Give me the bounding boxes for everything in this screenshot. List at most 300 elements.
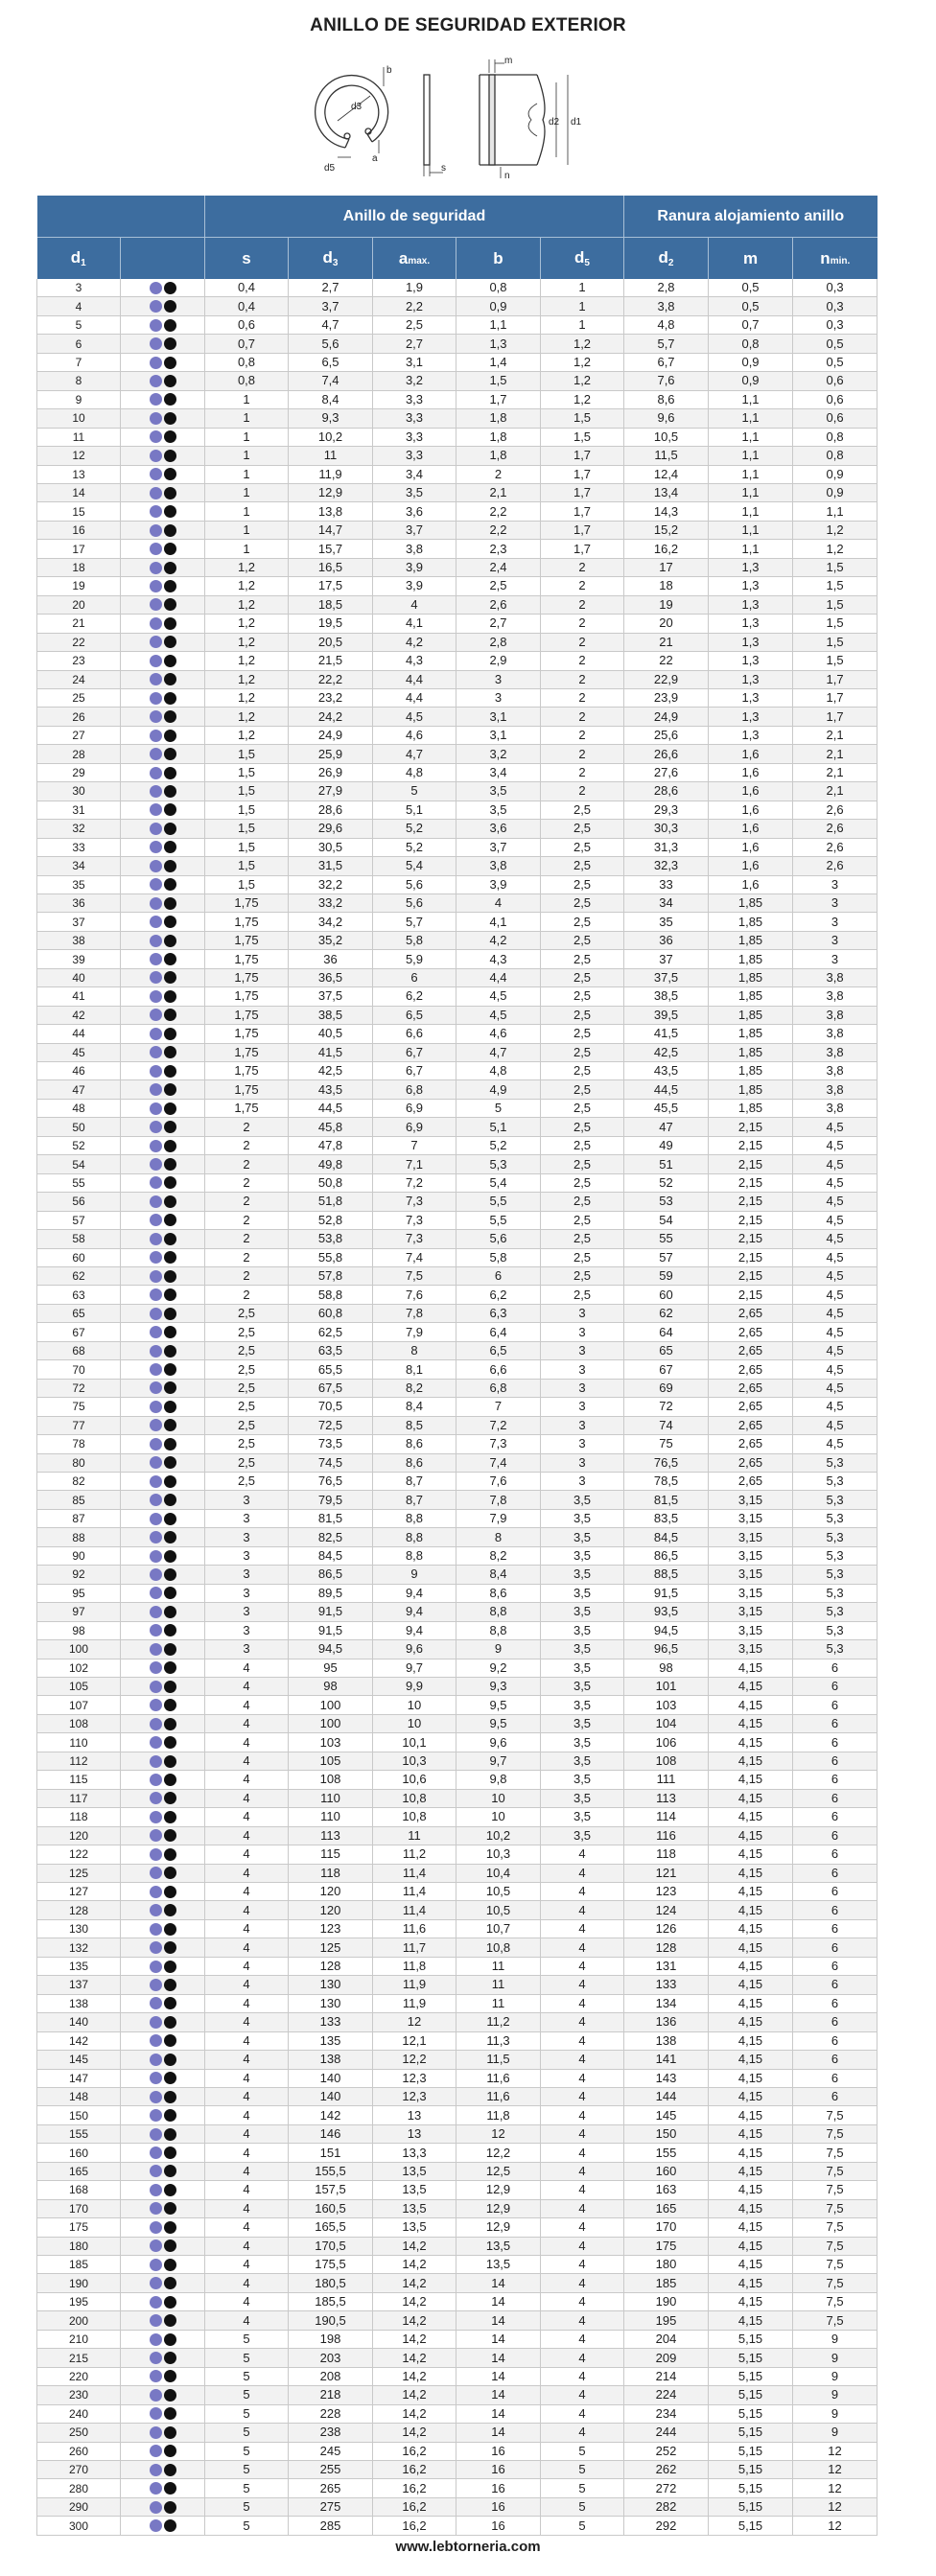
table-cell: 3,8: [624, 297, 709, 315]
table-cell: 21: [37, 615, 121, 633]
table-cell: 53: [624, 1193, 709, 1211]
table-cell: 4: [205, 2237, 289, 2255]
table-cell: 4,5: [793, 1360, 878, 1379]
black-circle-icon: [164, 2165, 176, 2177]
table-cell: 49: [624, 1136, 709, 1154]
table-cell: 58: [37, 1230, 121, 1248]
table-cell: 3,15: [709, 1546, 793, 1565]
table-cell: 4: [541, 2424, 624, 2442]
table-cell: 30: [37, 782, 121, 801]
table-cell: 6: [793, 2069, 878, 2087]
table-cell: 4: [541, 2367, 624, 2385]
table-cell: 7: [37, 353, 121, 371]
black-circle-icon: [164, 1886, 176, 1898]
table-cell: 97: [37, 1603, 121, 1621]
blue-circle-icon: [150, 2464, 162, 2476]
blue-circle-icon: [150, 1456, 162, 1469]
table-cell: 1,5: [793, 652, 878, 670]
table-cell: 5: [205, 2461, 289, 2479]
table-cell: 19: [37, 577, 121, 595]
table-cell: 83,5: [624, 1509, 709, 1527]
table-cell: 7,5: [793, 2106, 878, 2124]
table-cell: 3: [456, 688, 541, 707]
table-cell: 4,15: [709, 2106, 793, 2124]
table-cell: 1,3: [709, 688, 793, 707]
table-cell: 2,8: [624, 279, 709, 297]
table-cell: 4,15: [709, 2162, 793, 2180]
table-cell: 2,15: [709, 1136, 793, 1154]
table-cell: 11,6: [456, 2087, 541, 2105]
table-cell: 5,15: [709, 2367, 793, 2385]
table-row: [37, 1473, 878, 1491]
table-cell: 6: [793, 1771, 878, 1789]
table-cell: 11,8: [456, 2106, 541, 2124]
table-cell: 36,5: [289, 968, 373, 986]
table-cell: 14: [456, 2311, 541, 2330]
table-cell: 118: [289, 1864, 373, 1882]
table-cell: 9,7: [456, 1752, 541, 1770]
table-cell: 6: [793, 2031, 878, 2050]
black-circle-icon: [164, 2389, 176, 2402]
black-circle-icon: [164, 1829, 176, 1842]
table-cell: 13: [373, 2124, 456, 2143]
table-cell: 57: [624, 1248, 709, 1266]
material-icons: [121, 950, 205, 968]
table-cell: 0,8: [205, 353, 289, 371]
table-cell: 2: [541, 652, 624, 670]
table-cell: 3,15: [709, 1603, 793, 1621]
table-cell: 2,6: [793, 838, 878, 856]
table-cell: 4: [541, 1919, 624, 1938]
table-cell: 27,9: [289, 782, 373, 801]
table-cell: 2,5: [541, 838, 624, 856]
material-icons: [121, 1230, 205, 1248]
table-cell: 4,15: [709, 1714, 793, 1732]
blue-circle-icon: [150, 617, 162, 630]
material-icons: [121, 2051, 205, 2069]
table-cell: 7,5: [793, 2237, 878, 2255]
table-cell: 128: [37, 1901, 121, 1919]
table-cell: 2,6: [793, 857, 878, 875]
table-cell: 13,5: [373, 2162, 456, 2180]
table-cell: 5,8: [373, 931, 456, 949]
table-cell: 3: [541, 1473, 624, 1491]
table-cell: 4,15: [709, 2199, 793, 2217]
black-circle-icon: [164, 617, 176, 630]
table-cell: 1,75: [205, 931, 289, 949]
blue-circle-icon: [150, 1941, 162, 1954]
table-cell: 9: [793, 2349, 878, 2367]
table-cell: 3: [205, 1566, 289, 1584]
table-cell: 1,6: [709, 745, 793, 763]
material-icons: [121, 2497, 205, 2516]
table-cell: 10: [373, 1714, 456, 1732]
black-circle-icon: [164, 935, 176, 947]
table-cell: 133: [289, 2013, 373, 2031]
table-cell: 6,5: [289, 353, 373, 371]
black-circle-icon: [164, 1941, 176, 1954]
table-cell: 140: [37, 2013, 121, 2031]
black-circle-icon: [164, 412, 176, 425]
table-cell: 190: [624, 2292, 709, 2310]
table-cell: 8,6: [456, 1584, 541, 1602]
table-row: [37, 633, 878, 651]
table-cell: 4: [456, 893, 541, 912]
table-row: [37, 483, 878, 501]
table-cell: 34: [624, 893, 709, 912]
table-cell: 16,2: [373, 2442, 456, 2460]
table-cell: 155: [624, 2144, 709, 2162]
group-header-blank: [37, 196, 205, 238]
table-cell: 124: [624, 1901, 709, 1919]
table-cell: 4: [541, 2199, 624, 2217]
table-row: [37, 2461, 878, 2479]
material-icons: [121, 2517, 205, 2535]
table-cell: 94,5: [624, 1621, 709, 1639]
table-cell: 76,5: [289, 1473, 373, 1491]
table-cell: 2,5: [541, 1211, 624, 1229]
table-cell: 2,5: [541, 875, 624, 893]
table-cell: 1: [541, 297, 624, 315]
table-cell: 1,2: [541, 390, 624, 408]
table-cell: 1,5: [793, 577, 878, 595]
table-row: [37, 297, 878, 315]
black-circle-icon: [164, 1401, 176, 1413]
table-cell: 4: [541, 2087, 624, 2105]
black-circle-icon: [164, 655, 176, 667]
label-s: s: [441, 163, 446, 174]
table-cell: 27,6: [624, 763, 709, 781]
table-cell: 1,8: [456, 428, 541, 446]
table-row: [37, 1080, 878, 1099]
black-circle-icon: [164, 1568, 176, 1581]
table-row: [37, 1584, 878, 1602]
blue-circle-icon: [150, 2221, 162, 2234]
table-cell: 1,5: [456, 372, 541, 390]
black-circle-icon: [164, 636, 176, 648]
table-cell: 2,5: [541, 1248, 624, 1266]
table-cell: 1,7: [541, 540, 624, 558]
table-cell: 1,9: [373, 279, 456, 297]
table-cell: 1,2: [541, 372, 624, 390]
table-cell: 8,7: [373, 1491, 456, 1509]
black-circle-icon: [164, 1587, 176, 1599]
table-cell: 0,5: [793, 353, 878, 371]
material-icons: [121, 1211, 205, 1229]
table-row: [37, 857, 878, 875]
black-circle-icon: [164, 1923, 176, 1936]
blue-circle-icon: [150, 1475, 162, 1488]
table-cell: 12: [793, 2461, 878, 2479]
material-icons: [121, 2461, 205, 2479]
table-cell: 2,5: [205, 1304, 289, 1322]
table-cell: 175: [37, 2218, 121, 2237]
table-cell: 2: [541, 670, 624, 688]
table-cell: 250: [37, 2424, 121, 2442]
table-row: [37, 615, 878, 633]
black-circle-icon: [164, 505, 176, 518]
table-cell: 1,85: [709, 893, 793, 912]
table-cell: 4: [541, 2274, 624, 2292]
blue-circle-icon: [150, 2389, 162, 2402]
table-cell: 16,2: [373, 2461, 456, 2479]
table-cell: 96,5: [624, 1640, 709, 1659]
table-cell: 1,2: [205, 708, 289, 726]
table-cell: 0,7: [205, 335, 289, 353]
material-icons: [121, 1416, 205, 1434]
blue-circle-icon: [150, 1643, 162, 1656]
blue-circle-icon: [150, 1214, 162, 1226]
table-cell: 5,15: [709, 2497, 793, 2516]
material-icons: [121, 1006, 205, 1024]
table-cell: 4: [205, 2199, 289, 2217]
table-cell: 5: [205, 2442, 289, 2460]
table-cell: 120: [289, 1901, 373, 1919]
table-cell: 2: [541, 763, 624, 781]
black-circle-icon: [164, 2128, 176, 2141]
black-circle-icon: [164, 1083, 176, 1096]
table-cell: 5,3: [793, 1640, 878, 1659]
table-cell: 4,15: [709, 2181, 793, 2199]
table-cell: 11: [456, 1976, 541, 1994]
table-cell: 3,8: [793, 1062, 878, 1080]
table-cell: 7: [456, 1398, 541, 1416]
table-row: [37, 1155, 878, 1173]
table-cell: 2: [541, 595, 624, 614]
table-row: [37, 801, 878, 819]
table-cell: 8,8: [373, 1509, 456, 1527]
table-cell: 4: [205, 1659, 289, 1677]
table-row: [37, 428, 878, 446]
table-cell: 3,5: [541, 1714, 624, 1732]
table-cell: 128: [289, 1957, 373, 1975]
table-cell: 2: [205, 1155, 289, 1173]
table-cell: 2,5: [541, 820, 624, 838]
blue-circle-icon: [150, 598, 162, 611]
table-cell: 0,7: [709, 315, 793, 334]
table-cell: 2,15: [709, 1193, 793, 1211]
table-cell: 19: [624, 595, 709, 614]
table-cell: 14,2: [373, 2404, 456, 2423]
table-cell: 9,4: [373, 1584, 456, 1602]
table-cell: 4,5: [793, 1267, 878, 1286]
table-cell: 4: [205, 2051, 289, 2069]
label-d3: d3: [351, 102, 363, 112]
blue-circle-icon: [150, 319, 162, 332]
black-circle-icon: [164, 2054, 176, 2066]
table-cell: 4,15: [709, 2087, 793, 2105]
table-cell: 4,7: [289, 315, 373, 334]
table-cell: 121: [624, 1864, 709, 1882]
table-cell: 2,5: [541, 1025, 624, 1043]
table-row: [37, 950, 878, 968]
table-cell: 240: [37, 2404, 121, 2423]
col-header-s: s: [205, 238, 289, 280]
table-cell: 4: [541, 1938, 624, 1957]
table-row: [37, 1976, 878, 1994]
table-cell: 41,5: [289, 1043, 373, 1061]
table-cell: 34,2: [289, 913, 373, 931]
table-cell: 68: [37, 1341, 121, 1359]
table-cell: 104: [624, 1714, 709, 1732]
table-cell: 42,5: [289, 1062, 373, 1080]
table-cell: 5,3: [793, 1603, 878, 1621]
table-cell: 0,4: [205, 297, 289, 315]
blue-circle-icon: [150, 1792, 162, 1804]
table-cell: 35: [624, 913, 709, 931]
table-cell: 4: [205, 1677, 289, 1695]
material-icons: [121, 1919, 205, 1938]
table-cell: 4: [205, 1919, 289, 1938]
label-d2: d2: [549, 117, 560, 128]
material-icons: [121, 1733, 205, 1752]
black-circle-icon: [164, 1755, 176, 1768]
table-cell: 2,1: [793, 763, 878, 781]
black-circle-icon: [164, 2259, 176, 2271]
blue-circle-icon: [150, 2426, 162, 2439]
table-cell: 3,8: [373, 540, 456, 558]
table-cell: 75: [624, 1435, 709, 1453]
table-cell: 6: [793, 1882, 878, 1900]
table-cell: 3,5: [541, 1696, 624, 1714]
table-cell: 2,5: [541, 950, 624, 968]
black-circle-icon: [164, 1288, 176, 1301]
table-cell: 4: [541, 1957, 624, 1975]
material-icons: [121, 745, 205, 763]
table-cell: 2,5: [205, 1360, 289, 1379]
table-cell: 0,9: [709, 353, 793, 371]
table-cell: 76,5: [624, 1453, 709, 1472]
table-cell: 4: [541, 2162, 624, 2180]
table-cell: 1,2: [205, 633, 289, 651]
blue-circle-icon: [150, 282, 162, 294]
black-circle-icon: [164, 2501, 176, 2514]
blue-circle-icon: [150, 1251, 162, 1264]
table-cell: 1,5: [205, 745, 289, 763]
table-cell: 155: [37, 2124, 121, 2143]
table-cell: 7,6: [373, 1286, 456, 1304]
table-cell: 7,8: [373, 1304, 456, 1322]
table-cell: 13,5: [456, 2237, 541, 2255]
table-cell: 4,5: [793, 1304, 878, 1322]
table-cell: 4: [541, 2349, 624, 2367]
table-cell: 15,2: [624, 521, 709, 539]
table-cell: 42,5: [624, 1043, 709, 1061]
table-cell: 8,4: [456, 1566, 541, 1584]
material-icons: [121, 857, 205, 875]
table-cell: 79,5: [289, 1491, 373, 1509]
shaft-groove-view: [480, 75, 545, 165]
black-circle-icon: [164, 2426, 176, 2439]
table-cell: 4,5: [793, 1155, 878, 1173]
group-header-ring: Anillo de seguridad: [205, 196, 624, 238]
table-cell: 5,15: [709, 2349, 793, 2367]
black-circle-icon: [164, 2016, 176, 2029]
table-cell: 8,6: [373, 1453, 456, 1472]
table-cell: 14: [456, 2367, 541, 2385]
black-circle-icon: [164, 1308, 176, 1320]
blue-circle-icon: [150, 2184, 162, 2196]
table-cell: 4,1: [456, 913, 541, 931]
table-cell: 32,3: [624, 857, 709, 875]
table-row: [37, 2517, 878, 2535]
table-cell: 30,5: [289, 838, 373, 856]
table-cell: 37,5: [289, 987, 373, 1006]
table-cell: 1,7: [541, 465, 624, 483]
col-header-b: b: [456, 238, 541, 280]
black-circle-icon: [164, 2072, 176, 2084]
table-cell: 0,8: [456, 279, 541, 297]
table-cell: 9: [793, 2330, 878, 2348]
table-cell: 10,8: [456, 1938, 541, 1957]
table-cell: 115: [37, 1771, 121, 1789]
table-row: [37, 372, 878, 390]
table-cell: 32: [37, 820, 121, 838]
blue-circle-icon: [150, 1401, 162, 1413]
table-row: [37, 1304, 878, 1322]
table-cell: 36: [37, 893, 121, 912]
material-icons: [121, 1043, 205, 1061]
table-cell: 39,5: [624, 1006, 709, 1024]
table-cell: 160: [37, 2144, 121, 2162]
table-cell: 19,5: [289, 615, 373, 633]
table-cell: 3,15: [709, 1584, 793, 1602]
table-row: [37, 2124, 878, 2143]
table-cell: 11,4: [373, 1882, 456, 1900]
material-icons: [121, 1193, 205, 1211]
table-cell: 3: [793, 893, 878, 912]
table-cell: 5,6: [373, 893, 456, 912]
table-cell: 3,5: [541, 1509, 624, 1527]
material-icons: [121, 1118, 205, 1136]
material-icons: [121, 540, 205, 558]
table-cell: 12,9: [456, 2199, 541, 2217]
table-cell: 0,9: [793, 465, 878, 483]
table-row: [37, 1323, 878, 1341]
table-cell: 4,5: [793, 1341, 878, 1359]
table-cell: 0,5: [709, 279, 793, 297]
table-cell: 6: [456, 1267, 541, 1286]
material-icons: [121, 2181, 205, 2199]
table-cell: 1,1: [709, 521, 793, 539]
table-cell: 210: [37, 2330, 121, 2348]
black-circle-icon: [164, 375, 176, 387]
table-cell: 87: [37, 1509, 121, 1527]
col-header-d1: $d_1$: [37, 238, 121, 280]
table-row: [37, 987, 878, 1006]
table-cell: 7,6: [456, 1473, 541, 1491]
table-cell: 5: [373, 782, 456, 801]
material-icons: [121, 1528, 205, 1546]
label-n: n: [504, 171, 510, 181]
table-cell: 4: [205, 1901, 289, 1919]
table-cell: 165: [37, 2162, 121, 2180]
table-cell: 5,5: [456, 1211, 541, 1229]
table-cell: 5,4: [456, 1173, 541, 1192]
table-cell: 18: [37, 558, 121, 576]
table-cell: 3,9: [373, 558, 456, 576]
table-cell: 6: [793, 2013, 878, 2031]
table-cell: 5,2: [373, 820, 456, 838]
black-circle-icon: [164, 1438, 176, 1450]
table-cell: 230: [37, 2386, 121, 2404]
table-cell: 175,5: [289, 2256, 373, 2274]
table-cell: 5,4: [373, 857, 456, 875]
table-row: [37, 1546, 878, 1565]
table-cell: 1,7: [541, 521, 624, 539]
material-icons: [121, 670, 205, 688]
table-row: [37, 1714, 878, 1732]
